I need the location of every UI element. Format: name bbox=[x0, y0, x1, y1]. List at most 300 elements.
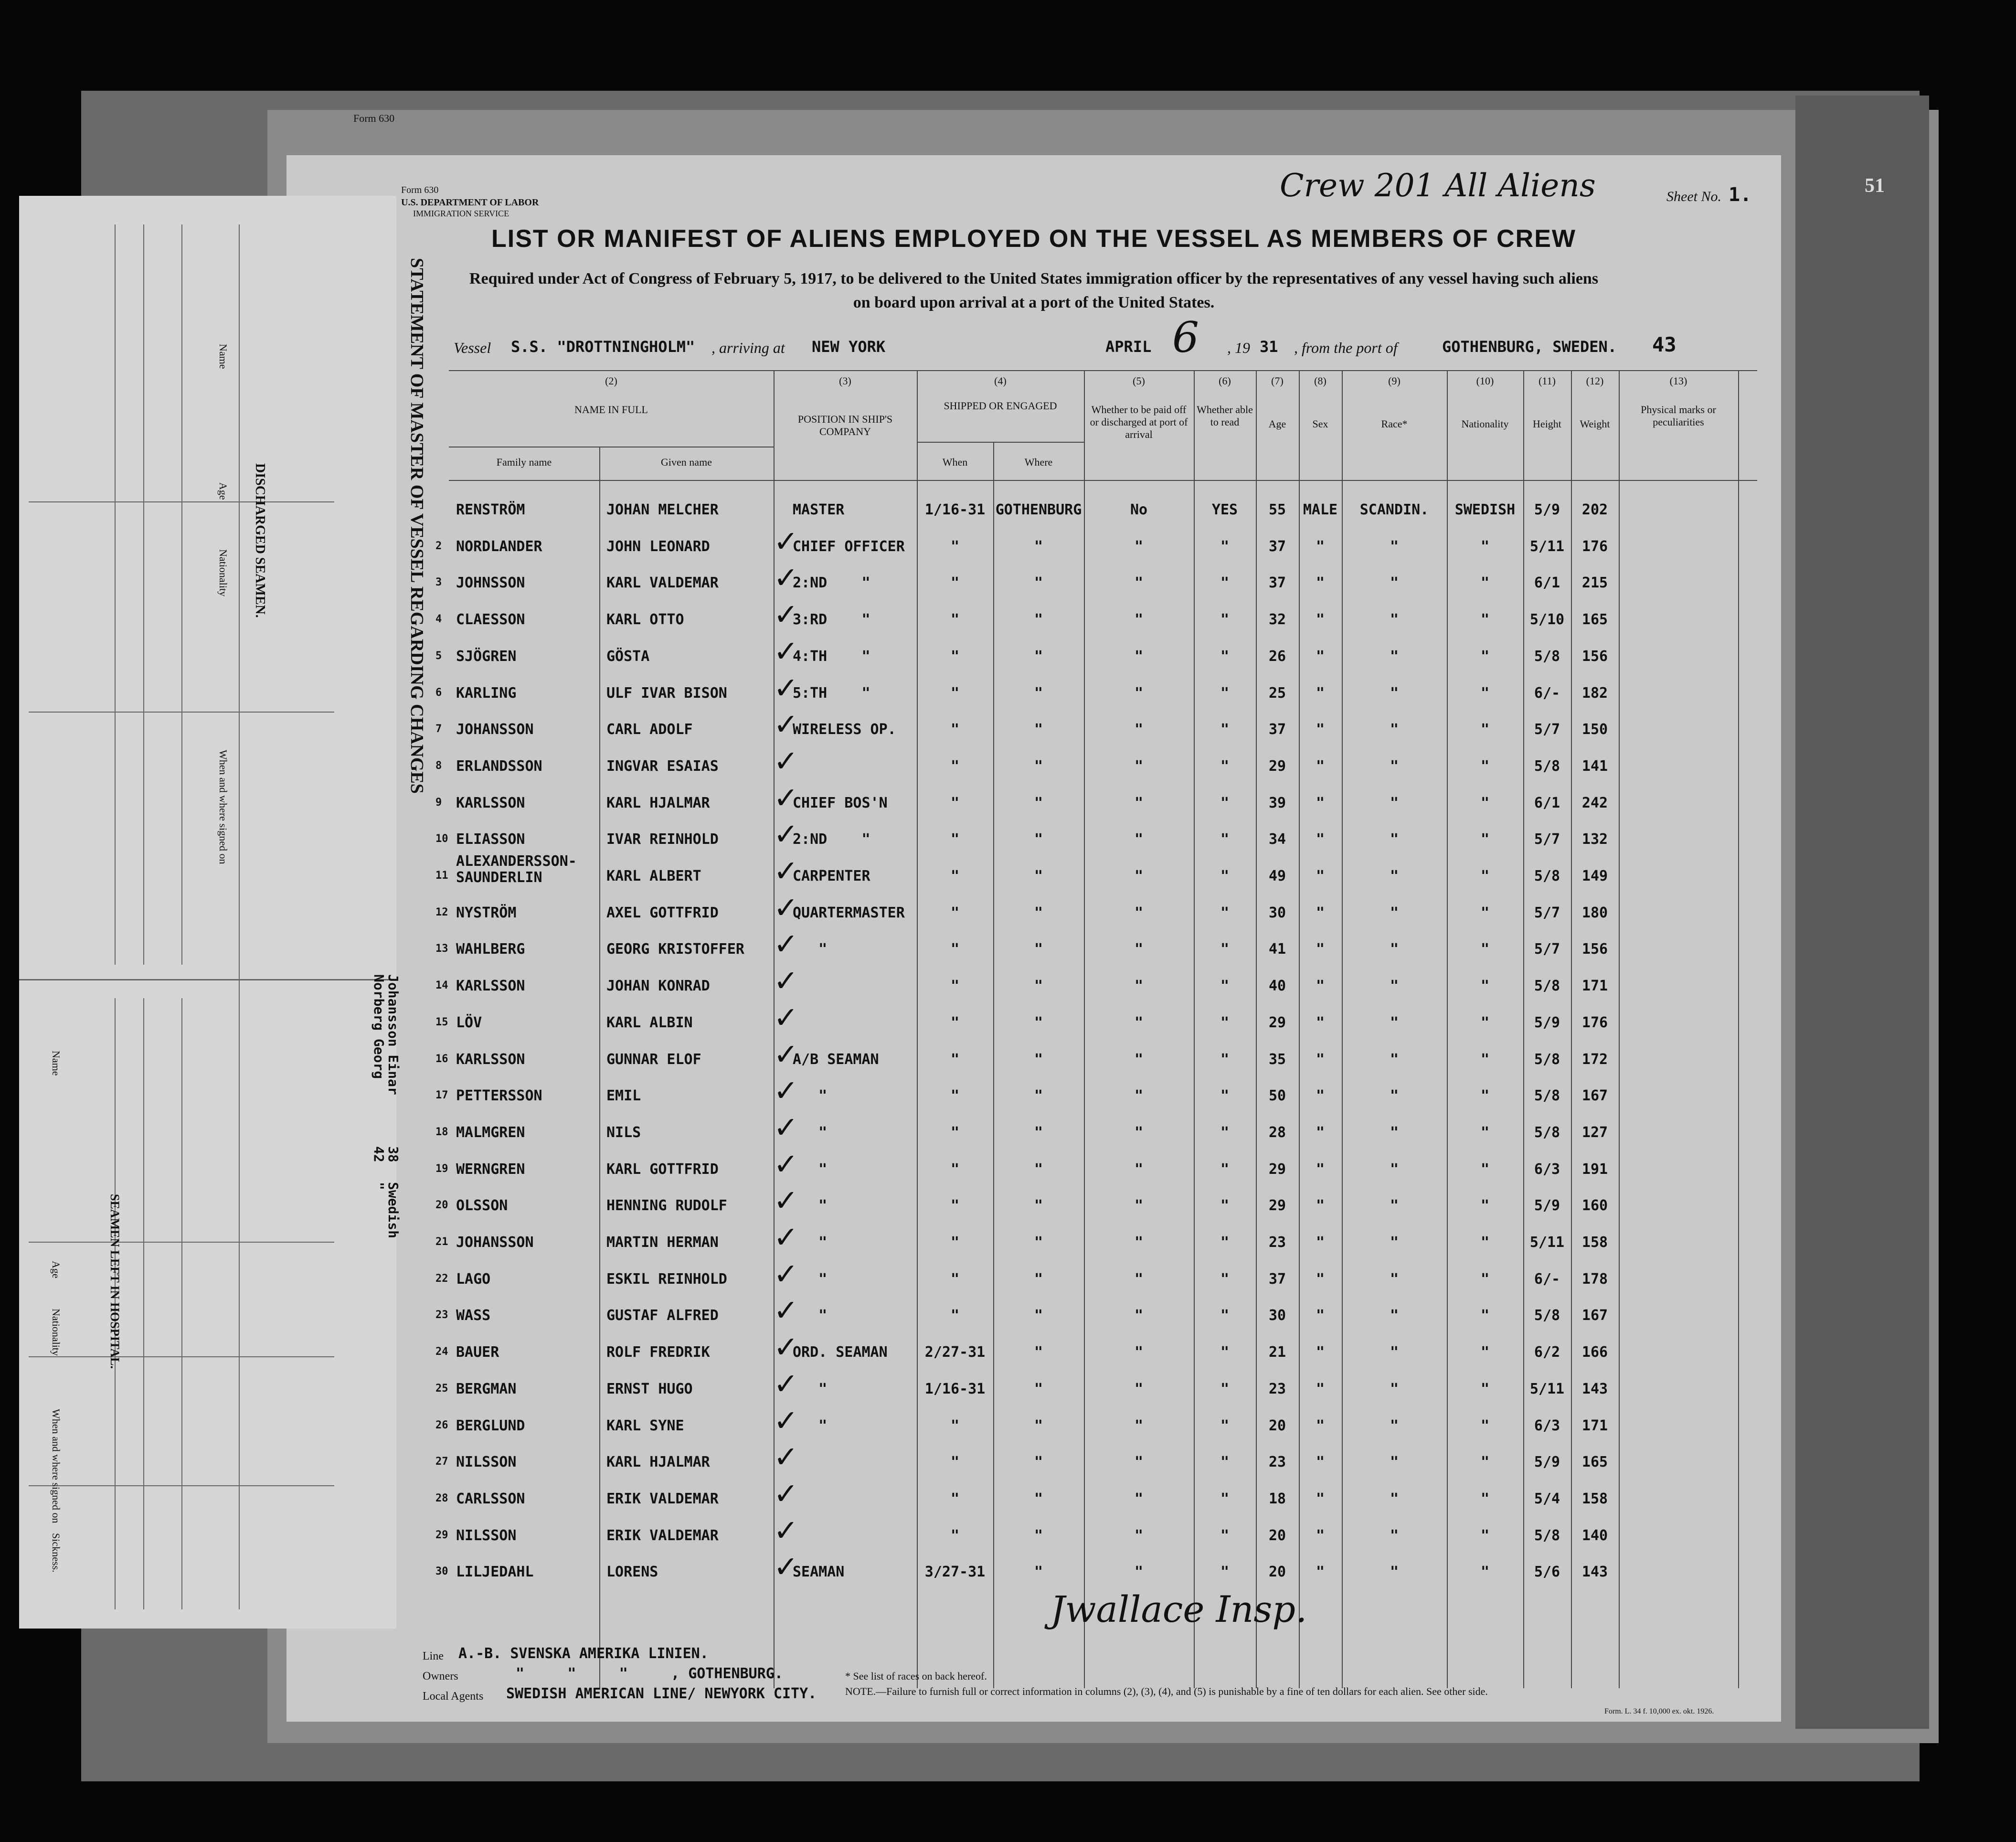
discharged-age-col: Age bbox=[217, 482, 229, 500]
cell-given: GUSTAF ALFRED bbox=[606, 1307, 719, 1324]
cell-read: " bbox=[1220, 1234, 1230, 1251]
col-num-10: (10) bbox=[1476, 375, 1494, 387]
cell-paid: " bbox=[1134, 1124, 1144, 1141]
check-mark-icon: ✓ bbox=[774, 1366, 798, 1401]
cell-given: KARL SYNE bbox=[606, 1417, 684, 1434]
cell-paid: " bbox=[1134, 1454, 1144, 1471]
cell-weight: 182 bbox=[1581, 684, 1608, 702]
cell-family: JOHNSSON bbox=[456, 575, 525, 592]
flap-row-line-3 bbox=[29, 1242, 334, 1243]
cell-given: INGVAR ESAIAS bbox=[606, 757, 719, 775]
cell-where: " bbox=[1034, 1234, 1043, 1251]
cell-family: WASS bbox=[456, 1307, 491, 1324]
cell-age: 37 bbox=[1268, 1270, 1286, 1288]
cell-when: " bbox=[950, 868, 960, 884]
check-mark-icon: ✓ bbox=[774, 1073, 798, 1108]
vessel-name: S.S. "DROTTNINGHOLM" bbox=[511, 338, 695, 356]
cell-nat: " bbox=[1480, 611, 1490, 628]
cell-age: 39 bbox=[1268, 794, 1286, 811]
check-mark-icon: ✓ bbox=[774, 817, 798, 852]
cell-height: 6/3 bbox=[1534, 1417, 1560, 1434]
cell-sex: " bbox=[1316, 684, 1325, 702]
cell-read: " bbox=[1220, 1527, 1230, 1544]
check-mark-icon: ✓ bbox=[774, 780, 798, 815]
height-header: Height bbox=[1533, 418, 1561, 430]
cell-given: ERNST HUGO bbox=[606, 1380, 693, 1397]
cell-position: 5:TH " bbox=[793, 684, 870, 702]
cell-read: " bbox=[1220, 978, 1230, 995]
cell-weight: 150 bbox=[1581, 721, 1608, 738]
row-number: 16 bbox=[435, 1053, 448, 1065]
row-number: 3 bbox=[435, 576, 442, 589]
cell-family: LAGO bbox=[456, 1270, 491, 1288]
cell-read: " bbox=[1220, 831, 1230, 848]
cell-when: " bbox=[950, 794, 960, 811]
cell-height: 5/8 bbox=[1534, 868, 1560, 884]
hospital-entry-name-1: Johansson Einar bbox=[385, 974, 401, 1095]
cell-paid: " bbox=[1134, 1380, 1144, 1397]
cell-age: 35 bbox=[1268, 1051, 1286, 1068]
discharged-when-col: When and where signed on bbox=[217, 750, 229, 864]
cell-nat: " bbox=[1480, 721, 1490, 738]
cell-race: " bbox=[1390, 1454, 1399, 1471]
cell-family: NYSTRÖM bbox=[456, 904, 517, 921]
cell-race: " bbox=[1390, 1490, 1399, 1507]
cell-height: 5/4 bbox=[1534, 1490, 1560, 1507]
cell-read: " bbox=[1220, 1197, 1230, 1214]
cell-nat: " bbox=[1480, 1234, 1490, 1251]
cell-given: KARL HJALMAR bbox=[606, 794, 710, 811]
cell-race: " bbox=[1390, 538, 1399, 555]
cell-read: " bbox=[1220, 684, 1230, 702]
cell-paid: " bbox=[1134, 868, 1144, 884]
cell-paid: No bbox=[1130, 501, 1148, 518]
col-num-2: (2) bbox=[605, 375, 617, 387]
cell-paid: " bbox=[1134, 1197, 1144, 1214]
cell-age: 37 bbox=[1268, 721, 1286, 738]
cell-family: WERNGREN bbox=[456, 1161, 525, 1178]
cell-given: ERIK VALDEMAR bbox=[606, 1490, 719, 1507]
cell-position: 2:ND " bbox=[793, 575, 870, 592]
able-read-header: Whether able to read bbox=[1197, 404, 1253, 428]
cell-family: RENSTRÖM bbox=[456, 501, 525, 518]
cell-family: KARLING bbox=[456, 684, 517, 702]
cell-where: " bbox=[1034, 794, 1043, 811]
cell-position: " bbox=[793, 941, 828, 958]
cell-read: " bbox=[1220, 904, 1230, 921]
cell-read: " bbox=[1220, 1380, 1230, 1397]
cell-nat: " bbox=[1480, 941, 1490, 958]
cell-age: 29 bbox=[1268, 757, 1286, 775]
cell-family: BERGLUND bbox=[456, 1417, 525, 1434]
cell-when: " bbox=[950, 1307, 960, 1324]
cell-read: " bbox=[1220, 575, 1230, 592]
back-form-label: Form 630 bbox=[353, 112, 395, 124]
cell-height: 5/8 bbox=[1534, 757, 1560, 775]
agents-value: SWEDISH AMERICAN LINE/ NEWYORK CITY. bbox=[506, 1685, 817, 1702]
cell-sex: " bbox=[1316, 1087, 1325, 1105]
row-number: 8 bbox=[435, 759, 442, 772]
cell-age: 55 bbox=[1268, 501, 1286, 518]
cell-family: NORDLANDER bbox=[456, 538, 542, 555]
shipped-header: SHIPPED OR ENGAGED bbox=[944, 400, 1057, 412]
cell-sex: " bbox=[1316, 1197, 1325, 1214]
cell-nat: " bbox=[1480, 1490, 1490, 1507]
row-number: 27 bbox=[435, 1456, 448, 1468]
cell-race: " bbox=[1390, 1380, 1399, 1397]
cell-where: " bbox=[1034, 1161, 1043, 1178]
cell-sex: " bbox=[1316, 757, 1325, 775]
cell-where: " bbox=[1034, 831, 1043, 848]
cell-weight: 156 bbox=[1581, 648, 1608, 665]
row-number: 2 bbox=[435, 540, 442, 552]
inspector-signature: Jwallace Insp. bbox=[1050, 1588, 1307, 1630]
row-number: 20 bbox=[435, 1199, 448, 1212]
line-label: Line bbox=[423, 1650, 444, 1662]
cell-when: 1/16-31 bbox=[924, 501, 986, 518]
cell-weight: 202 bbox=[1581, 501, 1608, 518]
arrival-month: APRIL bbox=[1105, 338, 1152, 356]
cell-read: " bbox=[1220, 611, 1230, 628]
cell-family: MALMGREN bbox=[456, 1124, 525, 1141]
hospital-age-col: Age bbox=[50, 1261, 62, 1278]
races-note: * See list of races on back hereof. bbox=[845, 1670, 987, 1682]
back-sheet-3 bbox=[1795, 96, 1929, 1729]
row-number: 25 bbox=[435, 1382, 448, 1395]
cell-where: " bbox=[1034, 611, 1043, 628]
cell-when: " bbox=[950, 1417, 960, 1434]
cell-height: 6/- bbox=[1534, 684, 1560, 702]
cell-height: 6/2 bbox=[1534, 1344, 1560, 1361]
hospital-name-col: Name bbox=[50, 1051, 62, 1076]
cell-position: QUARTERMASTER bbox=[793, 904, 905, 921]
cell-age: 32 bbox=[1268, 611, 1286, 628]
cell-family: ERLANDSSON bbox=[456, 757, 542, 775]
cell-age: 20 bbox=[1268, 1564, 1286, 1581]
cell-weight: 127 bbox=[1581, 1124, 1608, 1141]
cell-nat: " bbox=[1480, 1197, 1490, 1214]
cell-paid: " bbox=[1134, 1014, 1144, 1031]
cell-paid: " bbox=[1134, 648, 1144, 665]
cell-position: " bbox=[793, 1270, 828, 1288]
cell-position: 3:RD " bbox=[793, 611, 870, 628]
age-header: Age bbox=[1268, 418, 1286, 430]
cell-read: " bbox=[1220, 1344, 1230, 1361]
flap-col-line-5 bbox=[143, 998, 144, 1609]
cell-family: CLAESSON bbox=[456, 611, 525, 628]
cell-given: KARL GOTTFRID bbox=[606, 1161, 719, 1178]
cell-age: 18 bbox=[1268, 1490, 1286, 1507]
hospital-sickness-col: Sickness. bbox=[50, 1533, 62, 1573]
cell-when: 2/27-31 bbox=[924, 1344, 986, 1361]
cell-family: KARLSSON bbox=[456, 794, 525, 811]
cell-paid: " bbox=[1134, 1087, 1144, 1105]
cell-position: " bbox=[793, 1417, 828, 1434]
cell-family: KARLSSON bbox=[456, 978, 525, 995]
cell-race: " bbox=[1390, 575, 1399, 592]
departure-port: GOTHENBURG, SWEDEN. bbox=[1442, 338, 1617, 356]
cell-where: GOTHENBURG bbox=[995, 501, 1082, 518]
race-header: Race* bbox=[1381, 418, 1408, 430]
cell-paid: " bbox=[1134, 1564, 1144, 1581]
cell-sex: " bbox=[1316, 1124, 1325, 1141]
cell-nat: " bbox=[1480, 1527, 1490, 1544]
cell-where: " bbox=[1034, 904, 1043, 921]
check-mark-icon: ✓ bbox=[774, 1512, 798, 1548]
cell-position: SEAMAN bbox=[793, 1564, 845, 1581]
check-mark-icon: ✓ bbox=[774, 1403, 798, 1438]
cell-given: GUNNAR ELOF bbox=[606, 1051, 701, 1068]
flap-divider-1 bbox=[19, 979, 396, 980]
cell-given: ROLF FREDRIK bbox=[606, 1344, 710, 1361]
check-mark-icon: ✓ bbox=[774, 1183, 798, 1218]
cell-read: " bbox=[1220, 1014, 1230, 1031]
print-code: Form. L. 34 f. 10,000 ex. okt. 1926. bbox=[1604, 1707, 1714, 1715]
col-num-9: (9) bbox=[1388, 375, 1401, 387]
cell-race: " bbox=[1390, 868, 1399, 884]
sex-header: Sex bbox=[1312, 418, 1328, 430]
discharged-nationality-col: Nationality bbox=[217, 549, 229, 596]
cell-given: ERIK VALDEMAR bbox=[606, 1527, 719, 1544]
cell-given: GEORG KRISTOFFER bbox=[606, 941, 744, 958]
flap-row-line-1 bbox=[29, 501, 334, 502]
cell-height: 5/11 bbox=[1529, 1234, 1565, 1251]
cell-read: " bbox=[1220, 941, 1230, 958]
vessel-number: 43 bbox=[1652, 333, 1676, 356]
subtitle-line-2: on board upon arrival at a port of the United States. bbox=[853, 294, 1215, 311]
cell-sex: " bbox=[1316, 1380, 1325, 1397]
check-mark-icon: ✓ bbox=[774, 743, 798, 778]
marks-header: Physical marks or peculiarities bbox=[1641, 404, 1716, 428]
cell-height: 5/8 bbox=[1534, 648, 1560, 665]
cell-race: " bbox=[1390, 1197, 1399, 1214]
cell-nat: " bbox=[1480, 648, 1490, 665]
cell-where: " bbox=[1034, 978, 1043, 995]
hospital-when-col: When and where signed on bbox=[50, 1409, 62, 1523]
cell-sex: " bbox=[1316, 868, 1325, 884]
check-mark-icon: ✓ bbox=[774, 1109, 798, 1145]
check-mark-icon: ✓ bbox=[774, 963, 798, 999]
cell-weight: 176 bbox=[1581, 1014, 1608, 1031]
col-num-8: (8) bbox=[1314, 375, 1326, 387]
cell-sex: " bbox=[1316, 904, 1325, 921]
cell-height: 5/9 bbox=[1534, 1454, 1560, 1471]
cell-nat: " bbox=[1480, 831, 1490, 848]
cell-where: " bbox=[1034, 868, 1043, 884]
cell-age: 21 bbox=[1268, 1344, 1286, 1361]
cell-family: BAUER bbox=[456, 1344, 499, 1361]
cell-race: " bbox=[1390, 1270, 1399, 1288]
weight-header: Weight bbox=[1580, 418, 1610, 430]
cell-age: 23 bbox=[1268, 1234, 1286, 1251]
cell-height: 6/- bbox=[1534, 1270, 1560, 1288]
arrival-year: 31 bbox=[1260, 338, 1278, 356]
row-number: 29 bbox=[435, 1529, 448, 1541]
row-number: 5 bbox=[435, 649, 442, 662]
hospital-entry-age-1: 38 bbox=[385, 1146, 401, 1162]
owners-value: " " " , GOTHENBURG. bbox=[516, 1665, 783, 1682]
cell-when: 3/27-31 bbox=[924, 1564, 986, 1581]
subtitle-line-1: Required under Act of Congress of February 5, 1917, to be delivered to the United States immigration officer by the representatives of any vessel having such aliens bbox=[469, 270, 1599, 287]
cell-where: " bbox=[1034, 1380, 1043, 1397]
cell-read: " bbox=[1220, 1564, 1230, 1581]
cell-read: " bbox=[1220, 721, 1230, 738]
cell-where: " bbox=[1034, 1490, 1043, 1507]
cell-age: 49 bbox=[1268, 868, 1286, 884]
cell-sex: " bbox=[1316, 978, 1325, 995]
cell-sex: " bbox=[1316, 1527, 1325, 1544]
check-mark-icon: ✓ bbox=[774, 1549, 798, 1585]
cell-paid: " bbox=[1134, 611, 1144, 628]
cell-weight: 178 bbox=[1581, 1270, 1608, 1288]
cell-sex: " bbox=[1316, 794, 1325, 811]
cell-when: " bbox=[950, 1014, 960, 1031]
cell-age: 25 bbox=[1268, 684, 1286, 702]
cell-race: SCANDIN. bbox=[1359, 501, 1429, 518]
cell-where: " bbox=[1034, 1051, 1043, 1068]
cell-when: " bbox=[950, 1124, 960, 1141]
cell-height: 5/11 bbox=[1529, 538, 1565, 555]
check-mark-icon: ✓ bbox=[774, 1476, 798, 1511]
cell-weight: 165 bbox=[1581, 611, 1608, 628]
check-mark-icon: ✓ bbox=[774, 1036, 798, 1072]
cell-race: " bbox=[1390, 1014, 1399, 1031]
cell-sex: MALE bbox=[1303, 501, 1338, 518]
cell-paid: " bbox=[1134, 831, 1144, 848]
cell-when: " bbox=[950, 1234, 960, 1251]
arriving-label: , arriving at bbox=[711, 339, 785, 356]
cell-position: ORD. SEAMAN bbox=[793, 1344, 888, 1361]
cell-race: " bbox=[1390, 1307, 1399, 1324]
check-mark-icon: ✓ bbox=[774, 853, 798, 888]
check-mark-icon: ✓ bbox=[774, 1220, 798, 1255]
cell-race: " bbox=[1390, 1051, 1399, 1068]
cell-given: KARL OTTO bbox=[606, 611, 684, 628]
discharged-heading: DISCHARGED SEAMEN. bbox=[253, 463, 267, 618]
cell-age: 20 bbox=[1268, 1527, 1286, 1544]
cell-where: " bbox=[1034, 648, 1043, 665]
from-port-label: , from the port of bbox=[1294, 339, 1398, 356]
cell-paid: " bbox=[1134, 1307, 1144, 1324]
cell-weight: 242 bbox=[1581, 794, 1608, 811]
cell-nat: " bbox=[1480, 757, 1490, 775]
col-num-4: (4) bbox=[994, 375, 1007, 387]
row-number: 18 bbox=[435, 1126, 448, 1138]
cell-read: YES bbox=[1211, 501, 1238, 518]
cell-weight: 160 bbox=[1581, 1197, 1608, 1214]
cell-nat: " bbox=[1480, 1564, 1490, 1581]
paid-off-header: Whether to be paid off or discharged at port of arrival bbox=[1090, 404, 1188, 440]
cell-nat: " bbox=[1480, 1344, 1490, 1361]
row-number: 15 bbox=[435, 1016, 448, 1028]
col-num-6: (6) bbox=[1219, 375, 1231, 387]
cell-age: 23 bbox=[1268, 1454, 1286, 1471]
cell-family: PETTERSSON bbox=[456, 1087, 542, 1105]
cell-given: ULF IVAR BISON bbox=[606, 684, 727, 702]
flap-row-line-5 bbox=[29, 1485, 334, 1486]
cell-height: 5/6 bbox=[1534, 1564, 1560, 1581]
cell-read: " bbox=[1220, 1417, 1230, 1434]
cell-when: " bbox=[950, 611, 960, 628]
cell-given: EMIL bbox=[606, 1087, 641, 1105]
cell-position: CHIEF OFFICER bbox=[793, 538, 905, 555]
cell-age: 50 bbox=[1268, 1087, 1286, 1105]
cell-position: 4:TH " bbox=[793, 648, 870, 665]
cell-weight: 158 bbox=[1581, 1234, 1608, 1251]
cell-sex: " bbox=[1316, 1454, 1325, 1471]
cell-where: " bbox=[1034, 1344, 1043, 1361]
cell-position: CARPENTER bbox=[793, 868, 870, 884]
cell-height: 5/7 bbox=[1534, 831, 1560, 848]
check-mark-icon: ✓ bbox=[774, 707, 798, 742]
cell-height: 5/8 bbox=[1534, 1124, 1560, 1141]
cell-race: " bbox=[1390, 1124, 1399, 1141]
cell-weight: 141 bbox=[1581, 757, 1608, 775]
hospital-entry-nationality-1: Swedish bbox=[385, 1182, 401, 1239]
cell-when: " bbox=[950, 538, 960, 555]
cell-height: 5/11 bbox=[1529, 1380, 1565, 1397]
cell-weight: 180 bbox=[1581, 904, 1608, 921]
cell-given: JOHAN KONRAD bbox=[606, 978, 710, 995]
cell-read: " bbox=[1220, 1307, 1230, 1324]
changes-statement-flap bbox=[19, 196, 427, 1629]
row-number: 4 bbox=[435, 613, 442, 626]
cell-family: SJÖGREN bbox=[456, 648, 517, 665]
cell-race: " bbox=[1390, 1527, 1399, 1544]
cell-paid: " bbox=[1134, 575, 1144, 592]
flap-row-line-2 bbox=[29, 712, 334, 713]
cell-nat: " bbox=[1480, 1161, 1490, 1178]
cell-sex: " bbox=[1316, 1051, 1325, 1068]
cell-where: " bbox=[1034, 684, 1043, 702]
cell-family: JOHANSSON bbox=[456, 1234, 534, 1251]
cell-race: " bbox=[1390, 721, 1399, 738]
flap-col-line-2 bbox=[143, 224, 144, 965]
cell-when: " bbox=[950, 1197, 960, 1214]
cell-weight: 176 bbox=[1581, 538, 1608, 555]
cell-height: 5/7 bbox=[1534, 941, 1560, 958]
cell-paid: " bbox=[1134, 1234, 1144, 1251]
cell-nat: " bbox=[1480, 904, 1490, 921]
year-prefix: , 19 bbox=[1227, 339, 1250, 356]
cell-paid: " bbox=[1134, 684, 1144, 702]
cell-age: 26 bbox=[1268, 648, 1286, 665]
cell-age: 30 bbox=[1268, 904, 1286, 921]
cell-when: " bbox=[950, 1527, 960, 1544]
cell-given: KARL VALDEMAR bbox=[606, 575, 719, 592]
cell-weight: 143 bbox=[1581, 1564, 1608, 1581]
cell-read: " bbox=[1220, 794, 1230, 811]
cell-given: JOHAN MELCHER bbox=[606, 501, 719, 518]
cell-when: " bbox=[950, 757, 960, 775]
cell-where: " bbox=[1034, 1307, 1043, 1324]
cell-given: HENNING RUDOLF bbox=[606, 1197, 727, 1214]
cell-height: 5/7 bbox=[1534, 904, 1560, 921]
cell-nat: " bbox=[1480, 1087, 1490, 1105]
cell-given: KARL ALBERT bbox=[606, 868, 701, 884]
cell-height: 5/9 bbox=[1534, 1014, 1560, 1031]
cell-read: " bbox=[1220, 538, 1230, 555]
cell-weight: 191 bbox=[1581, 1161, 1608, 1178]
cell-sex: " bbox=[1316, 1344, 1325, 1361]
cell-when: " bbox=[950, 1490, 960, 1507]
row-number: 12 bbox=[435, 906, 448, 918]
cell-family: ALEXANDERSSON- SAUNDERLIN bbox=[456, 853, 577, 886]
col-num-5: (5) bbox=[1133, 375, 1145, 387]
cell-race: " bbox=[1390, 757, 1399, 775]
flap-col-line-3 bbox=[181, 224, 182, 965]
row-number: 9 bbox=[435, 796, 442, 809]
